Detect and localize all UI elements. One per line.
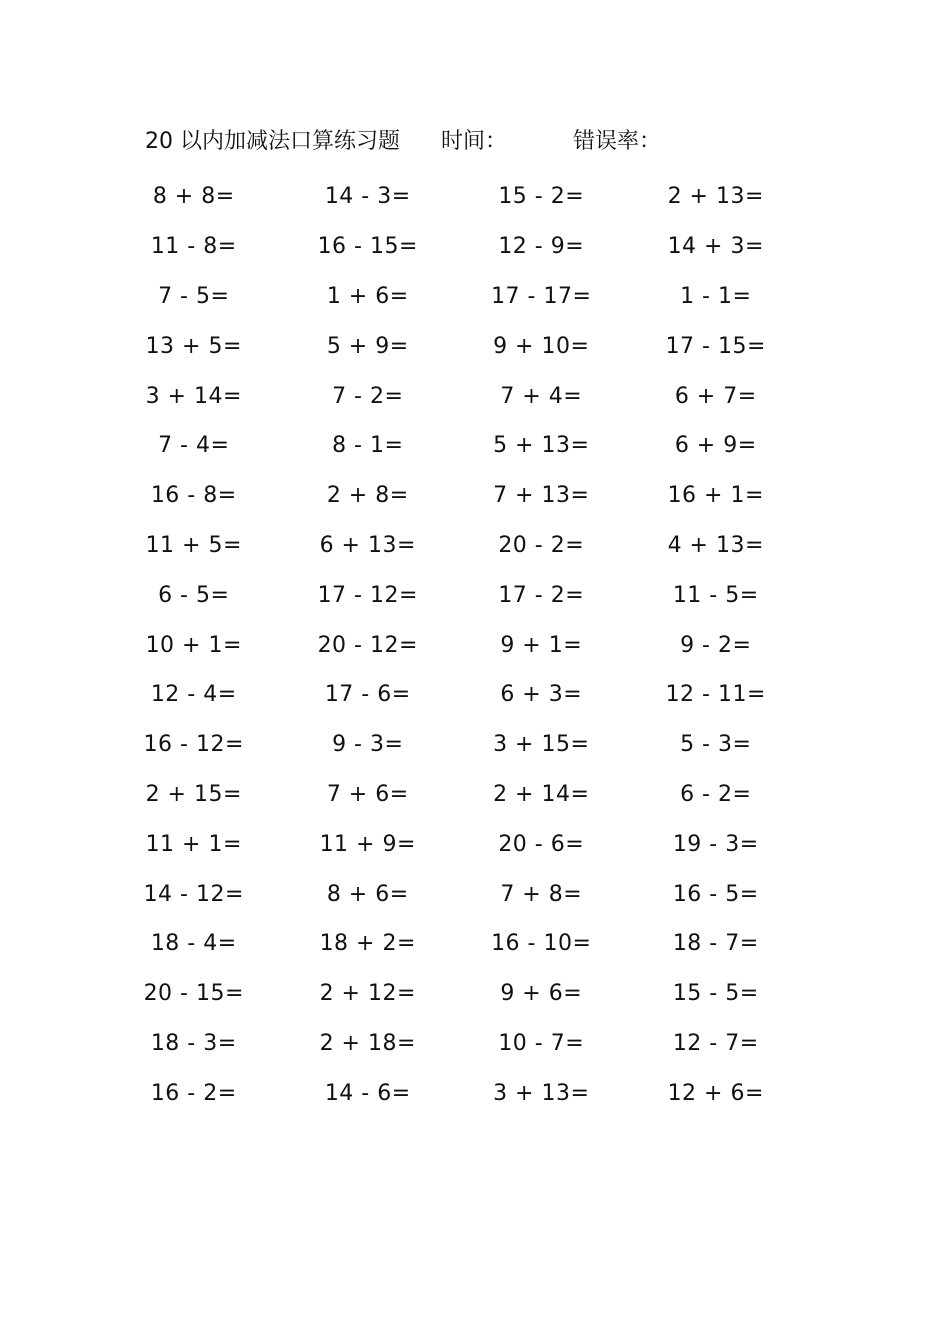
- problem-item: 8 - 1=: [332, 433, 404, 459]
- problem-item: 5 + 9=: [326, 333, 409, 359]
- problem-item: 7 + 13=: [493, 483, 590, 509]
- problem-item: 11 + 9=: [319, 831, 416, 857]
- worksheet-title: 20 以内加减法口算练习题: [145, 129, 400, 154]
- problem-item: 16 + 1=: [667, 483, 764, 509]
- problem-item: 2 + 18=: [319, 1030, 416, 1056]
- problem-item: 16 - 12=: [143, 732, 244, 758]
- problem-grid: [130, 172, 820, 1118]
- problem-item: 5 - 3=: [680, 732, 752, 758]
- problem-item: 12 + 6=: [667, 1080, 764, 1106]
- problem-item: 18 - 4=: [150, 931, 237, 957]
- problem-item: 12 - 9=: [498, 234, 585, 260]
- problem-item: 9 - 2=: [680, 632, 752, 658]
- problem-item: 11 + 5=: [145, 532, 242, 558]
- problem-item: 6 + 7=: [674, 383, 757, 409]
- problem-item: 11 + 1=: [145, 831, 242, 857]
- problem-item: 17 - 6=: [324, 682, 411, 708]
- problem-item: 9 + 10=: [493, 333, 590, 359]
- problem-item: 17 - 2=: [498, 582, 585, 608]
- problem-item: 18 - 7=: [672, 931, 759, 957]
- problem-item: 2 + 12=: [319, 981, 416, 1007]
- problem-item: 20 - 2=: [498, 532, 585, 558]
- problem-item: 16 - 8=: [150, 483, 237, 509]
- problem-item: 20 - 15=: [143, 981, 244, 1007]
- problem-item: 3 + 15=: [493, 732, 590, 758]
- problem-item: 17 - 12=: [317, 582, 418, 608]
- problem-item: 3 + 13=: [493, 1080, 590, 1106]
- problem-item: 1 - 1=: [680, 283, 752, 309]
- problem-item: 19 - 3=: [672, 831, 759, 857]
- problem-item: 2 + 15=: [145, 781, 242, 807]
- problem-item: 15 - 5=: [672, 981, 759, 1007]
- problem-item: 6 + 9=: [674, 433, 757, 459]
- problem-item: 9 - 3=: [332, 732, 404, 758]
- problem-item: 14 - 3=: [324, 184, 411, 210]
- problem-item: 18 + 2=: [319, 931, 416, 957]
- problem-item: 2 + 8=: [326, 483, 409, 509]
- problem-item: 17 - 17=: [491, 283, 592, 309]
- problem-item: 20 - 12=: [317, 632, 418, 658]
- problem-item: 7 - 4=: [158, 433, 230, 459]
- problem-item: 12 - 11=: [665, 682, 766, 708]
- problem-item: 7 + 6=: [326, 781, 409, 807]
- problem-item: 13 + 5=: [145, 333, 242, 359]
- problem-item: 2 + 14=: [493, 781, 590, 807]
- problem-item: 6 - 2=: [680, 781, 752, 807]
- problem-item: 17 - 15=: [665, 333, 766, 359]
- error-rate-label: 错误率：: [573, 129, 662, 154]
- problem-item: 18 - 3=: [150, 1030, 237, 1056]
- problem-item: 4 + 13=: [667, 532, 764, 558]
- problem-item: 6 - 5=: [158, 582, 230, 608]
- problem-item: 9 + 1=: [500, 632, 583, 658]
- problem-item: 16 - 10=: [491, 931, 592, 957]
- problem-item: 7 - 2=: [332, 383, 404, 409]
- problem-item: 10 - 7=: [498, 1030, 585, 1056]
- problem-item: 15 - 2=: [498, 184, 585, 210]
- problem-item: 12 - 4=: [150, 682, 237, 708]
- problem-item: 8 + 8=: [152, 184, 235, 210]
- problem-item: 14 - 6=: [324, 1080, 411, 1106]
- problem-item: 2 + 13=: [667, 184, 764, 210]
- problem-item: 16 - 2=: [150, 1080, 237, 1106]
- problem-item: 20 - 6=: [498, 831, 585, 857]
- problem-item: 8 + 6=: [326, 881, 409, 907]
- problem-item: 3 + 14=: [145, 383, 242, 409]
- problem-item: 14 - 12=: [143, 881, 244, 907]
- problem-item: 12 - 7=: [672, 1030, 759, 1056]
- problem-item: 16 - 15=: [317, 234, 418, 260]
- problem-item: 5 + 13=: [493, 433, 590, 459]
- problem-item: 6 + 13=: [319, 532, 416, 558]
- problem-item: 9 + 6=: [500, 981, 583, 1007]
- problem-item: 10 + 1=: [145, 632, 242, 658]
- problem-item: 1 + 6=: [326, 283, 409, 309]
- problem-item: 7 + 4=: [500, 383, 583, 409]
- problem-item: 16 - 5=: [672, 881, 759, 907]
- problem-item: 11 - 5=: [672, 582, 759, 608]
- time-label: 时间：: [441, 129, 508, 154]
- problem-item: 7 + 8=: [500, 881, 583, 907]
- problem-item: 6 + 3=: [500, 682, 583, 708]
- problem-item: 11 - 8=: [150, 234, 237, 260]
- problem-item: 7 - 5=: [158, 283, 230, 309]
- problem-item: 14 + 3=: [667, 234, 764, 260]
